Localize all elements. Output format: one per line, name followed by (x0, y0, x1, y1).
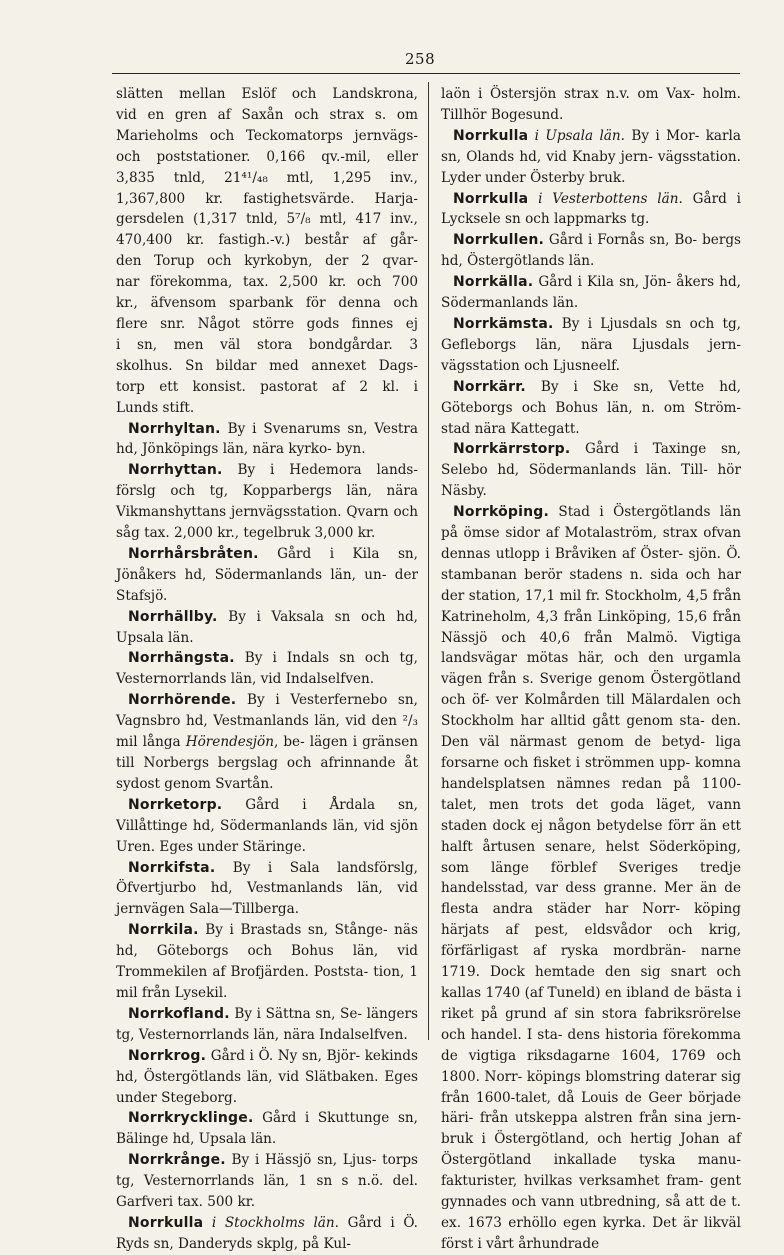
text-line: slätten mellan Eslöf och Landskrona, (116, 86, 418, 102)
entry-text: By i Hässjö sn, Ljus- torps tg, Vesternorrlands län, 1 sn s n.ö. del. Garfveri tax. 500 kr. (116, 1152, 418, 1211)
entry-headword: Norrhyltan. (128, 420, 221, 437)
entry-continuation (116, 84, 418, 419)
entry-text: By i Brastads sn, Stånge- näs hd, Göteborgs och Bohus län, vid Trommekilen af Brofjärden. Poststa- tion, 1 mil från Lysekil. (116, 922, 418, 1001)
text-line: kr., äfvensom sparbank för denna och (116, 295, 418, 312)
entry-headword: Norrkrog. (128, 1047, 207, 1064)
entry-headword: Norrketorp. (128, 796, 223, 813)
right-column (441, 84, 741, 1255)
entry-continuation (441, 84, 741, 126)
dictionary-entry (116, 858, 418, 921)
text-line: skolhus. Sn bildar med annexet Dags- (116, 357, 418, 374)
text-line: 3,835 tnld, 21⁴¹/₄₈ mtl, 1,295 inv., (116, 169, 418, 186)
entry-headword: Norrkifsta. (128, 859, 216, 876)
entry-text: Stad i Östergötlands län på ömse sidor af Motalaström, strax ofvan dennas utlopp i Bråviken af Öster- sjön. Ö. stambanan berör stadens n. sida och har der station, 17,1 mil fr. Stockholm, 4,5 från Katrineholm, 4,3 från Linköping, 15,6 från Nässjö och 40,6 från Malmö. Vigtiga landsvägar mötas här, och den urgamla vägen från s. Sverige genom Östergötland och öf- ver Kolmården till Mälardalen och Stockholm har alltid gått genom sta- den. Den väl närmast genom de betyd- liga forsarne och fisket i strömmen upp- komna handelsplatsen nämnes redan på 1100-talet, men trots det goda läget, vann staden dock ej någon betydelse förr än ett halft årtusen senare, helst Söderköping, som länge förblef Sveriges tredje handelsstad, var dess granne. Mer än de flesta andra städer har Norr- köping härjats af pest, eldsvådor och krig, förfärligast af ryska mordbrän- narne 1719. Dock hemtade den sig snart och kallas 1740 (af Tuneld) en ibland de bästa i riket på grund af sin stora fabriksrörelse och handel. I sta- dens historia förekomma de vigtiga riksdagarne 1604, 1769 och 1800. Norr- köpings blomstring daterar sig från 1600-talet, då Louis de Geer började häri- från utskeppa alstren från sina jern- bruk i Östergötland, och hertig Johan af Östergötland inkallade tyska manu- fakturister, hvilkas verksamhet fram- gent gynnades och vann utbredning, så att de t. ex. 1673 erhöllo egen kyrka. Det är likväl först i vårt århundrade (441, 504, 741, 1252)
entry-headword: Norrkullen. (453, 232, 544, 249)
text-line: i sn, men väl stora bondgårdar. 3 (116, 336, 418, 353)
entry-headword: Norrkämsta. (453, 315, 554, 332)
dictionary-entry (116, 795, 418, 858)
entry-text (116, 84, 418, 419)
dictionary-entry (116, 920, 418, 1004)
entry-headword: Norrkärr. (453, 378, 526, 395)
entry-text: Gård i Ö. Ny sn, Björ- kekinds hd, Östergötlands län, vid Slätbaken. Eges under Stegeborg. (116, 1047, 418, 1106)
page-number: 258 (405, 50, 436, 68)
entry-text: By i Ljusdals sn och tg, Gefleborgs län, nära Ljusdals jern- vägsstation och Ljusneelf. (441, 315, 741, 374)
entry-text: By i Hedemora lands- förslg och tg, Kopparbergs län, nära Vikmanshyttans jernvägsstation. Qvarn och såg tax. 2,000 kr., tegelbruk 3,000 kr. (116, 462, 418, 542)
dictionary-entry (116, 607, 418, 649)
dictionary-entry (441, 272, 741, 314)
dictionary-entry (116, 648, 418, 690)
dictionary-entry (441, 189, 741, 231)
dictionary-entry (116, 1046, 418, 1109)
entry-headword: Norrkärrstorp. (453, 441, 571, 458)
entry-text: Gård i Skuttunge sn, Bälinge hd, Upsala län. (116, 1110, 418, 1148)
entry-headword: Norrhällby. (128, 608, 218, 625)
entry-headword: Norrhyttan. (128, 462, 223, 479)
entry-headword: Norrhörende. (128, 692, 237, 709)
entry-headword: Norrkofland. (128, 1005, 230, 1022)
entry-text: laön i Östersjön strax n.v. om Vax- holm. Tillhör Bogesund. (441, 86, 741, 123)
dictionary-entry (116, 544, 418, 607)
dictionary-entry (116, 1108, 418, 1150)
entry-text: i Vesterbottens län. Gård i Lycksele sn och lappmarks tg. (441, 190, 741, 228)
dictionary-entry (441, 230, 741, 272)
text-line: Marieholms och Teckomatorps jernvägs- (116, 127, 418, 144)
entry-text: By i Svenarums sn, Vestra hd, Jönköpings län, nära kyrko- byn. (116, 420, 418, 458)
entry-text: i Upsala län. By i Mor- karla sn, Olands hd, vid Knaby jern- vägsstation. Lyder under Österby bruk. (441, 127, 741, 186)
entry-text: By i Vaksala sn och hd, Upsala län. (116, 608, 418, 646)
entry-headword: Norrkrycklinge. (128, 1110, 254, 1127)
text-line: vid en gren af Saxån och strax s. om (116, 106, 418, 123)
dictionary-entry (441, 502, 741, 1255)
dictionary-entry (441, 126, 741, 189)
entry-headword: Norrkrånge. (128, 1152, 226, 1169)
text-line: gersdelen (1,317 tnld, 5⁷/₈ mtl, 417 inv., (116, 211, 418, 228)
entry-headword: Norrkälla. (453, 274, 534, 291)
entry-text: i Stockholms län. Gård i Ö. Ryds sn, Danderyds skplg, på Kul- (116, 1214, 419, 1252)
entry-headword: Norrkulla (128, 1214, 204, 1231)
entry-text: By i Indals sn och tg, Vesternorrlands län, vid Indalselfven. (116, 650, 418, 688)
entry-text: Gård i Fornås sn, Bo- bergs hd, Östergötlands län. (441, 232, 741, 270)
text-line: 470,400 kr. fastigh.-v.) består af går- (116, 232, 418, 249)
entry-text: By i Sättna sn, Se- längers tg, Vesternorrlands län, nära Indalselfven. (116, 1005, 418, 1043)
left-column (116, 84, 418, 1255)
dictionary-entry (116, 419, 418, 461)
entry-text: Gård i Kila sn, Jönåkers hd, Södermanlands län, un- der Stafsjö. (116, 545, 418, 604)
dictionary-entry (116, 1004, 418, 1046)
header-rule (112, 73, 740, 74)
dictionary-entry (441, 377, 741, 440)
entry-text: Gård i Taxinge sn, Selebo hd, Södermanlands län. Till- hör Näsby. (441, 441, 741, 500)
entry-headword: Norrhårsbråten. (128, 545, 259, 562)
text-line: flere snr. Något större gods finnes ej (116, 315, 418, 332)
dictionary-entry (116, 460, 418, 544)
entry-headword: Norrhängsta. (128, 650, 235, 667)
entry-headword: Norrköping. (453, 504, 550, 521)
entry-text: Gård i Årdala sn, Villåttinge hd, Södermanlands län, vid sjön Uren. Eges under Stäringe. (116, 796, 418, 855)
entry-text: Gård i Kila sn, Jön- åkers hd, Södermanlands län. (441, 274, 741, 312)
entry-text: By i Vesterfernebo sn, Vagnsbro hd, Vestmanlands län, vid den ²/₃ mil långa Hörendesjön, be- lägen i gränsen till Norbergs bergslag och afrinnande åt sydost genom Svartån. (116, 692, 418, 792)
dictionary-entry (116, 1150, 418, 1213)
text-line: 1,367,800 kr. fastighetsvärde. Harja- (116, 190, 418, 207)
dictionary-entry (116, 690, 418, 795)
entry-text: By i Ske sn, Vette hd, Göteborgs och Bohus län, n. om Ström- stad nära Kattegatt. (441, 378, 741, 437)
entry-headword: Norrkila. (128, 922, 199, 939)
dictionary-entry (441, 439, 741, 502)
text-line: och poststationer. 0,166 qv.-mil, eller (116, 148, 418, 165)
dictionary-entry (116, 1213, 418, 1255)
column-divider (428, 82, 429, 1040)
entry-headword: Norrkulla (453, 190, 529, 207)
text-line: Lunds stift. (116, 399, 195, 416)
dictionary-entry (441, 314, 741, 377)
text-line: nar förekomma, tax. 2,500 kr. och 700 (116, 274, 418, 291)
entry-headword: Norrkulla (453, 127, 529, 144)
text-line: torp ett konsist. pastorat af 2 kl. i (116, 378, 418, 395)
text-line: den Torup och kyrkobyn, der 2 qvar- (116, 253, 418, 270)
entry-text: By i Sala landsförslg, Öfvertjurbo hd, Vestmanlands län, vid jernvägen Sala—Tillberga. (116, 859, 418, 918)
